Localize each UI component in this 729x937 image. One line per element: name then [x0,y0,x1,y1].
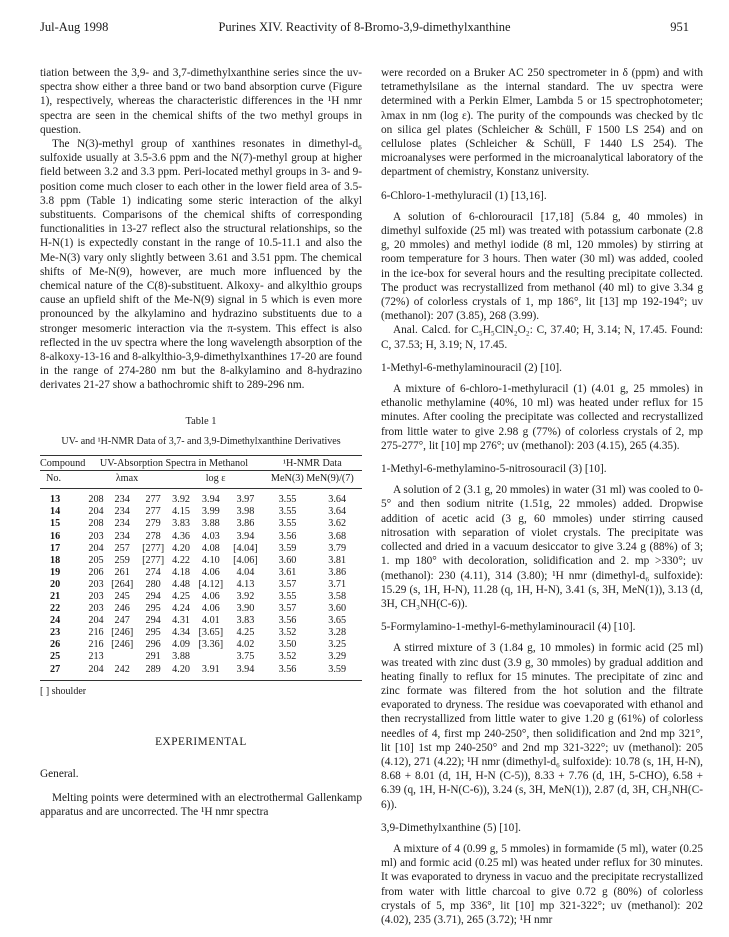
table-cell: 4.08 [201,542,220,554]
table-cell: 17 [50,542,61,554]
table-cell: 204 [88,542,104,554]
table-cell: 3.99 [201,506,220,518]
table-cell: 3.75 [236,651,255,663]
table-cell: 3.50 [278,639,297,651]
table-cell: 280 [145,578,161,590]
table-cell: 3.52 [278,627,297,639]
table-cell: 3.55 [278,506,297,518]
table-cell: 3.64 [328,506,347,518]
table-row [40,591,362,603]
table-cell: 3.55 [278,494,297,506]
table-cell: 3.97 [236,494,255,506]
paragraph: Melting points were determined with an electrothermal Gallenkamp apparatus and are uncorrected. The ¹H nmr spectra [40,792,362,819]
table-cell: 279 [145,518,161,530]
table-cell: 277 [145,506,161,518]
table-cell: 4.03 [201,530,220,542]
table-cell: 4.36 [172,530,190,542]
table-cell: 261 [114,566,130,578]
table-cell: 205 [88,554,104,566]
table-cell: 204 [85,664,106,681]
table-cell: 4.15 [172,506,190,518]
table-row [40,639,362,651]
table-cell: 3.83 [236,615,255,627]
table-cell: [246] [111,627,134,639]
compound-heading: 3,9-Dimethylxanthine (5) [10]. [381,821,521,834]
table-cell: 3.57 [278,578,297,590]
col-header-uv: UV-Absorption Spectra in Methanol [85,456,262,471]
table-cell: 3.92 [172,494,190,506]
table-cell: 3.94 [228,664,263,681]
table-row [40,603,362,615]
table-cell: 3.81 [328,554,347,566]
page-number: 951 [670,20,689,34]
table-cell: 3.88 [172,651,190,663]
table-cell: 278 [145,530,161,542]
table-cell: 3.29 [328,651,347,663]
table-cell: 277 [145,494,161,506]
table-cell: 3.65 [328,615,347,627]
table-cell: [246] [111,639,134,651]
table-cell: 4.24 [172,603,190,615]
table-cell: 23 [50,627,61,639]
table-cell: 247 [114,615,130,627]
table-cell: 3.79 [328,542,347,554]
table-row [40,664,362,681]
table-cell: 3.91 [194,664,229,681]
compound-heading: 1-Methyl-6-methylaminouracil (2) [10]. [381,361,563,374]
table-cell: 208 [88,494,104,506]
table-cell: 203 [88,530,104,542]
table-cell: 204 [88,506,104,518]
table-cell: 295 [145,603,161,615]
table-cell: 257 [114,542,130,554]
table-cell: 4.09 [172,639,190,651]
table-cell: 4.48 [172,578,190,590]
table-row [40,579,362,591]
table-cell: 289 [138,664,169,681]
table-cell: 3.83 [172,518,190,530]
subsection-heading-general: General. [40,768,79,781]
col-header-nmr: ¹H-NMR Data [263,456,362,471]
table-cell: 3.56 [278,530,297,542]
table-cell: 4.31 [172,615,190,627]
table-row [40,555,362,567]
table-row [40,651,362,663]
section-heading-experimental: EXPERIMENTAL [155,735,247,748]
table-cell: 294 [145,615,161,627]
table-cell: 27 [40,664,85,681]
table-cell: 3.59 [278,542,297,554]
table-cell: 14 [50,506,61,518]
table-cell: 3.52 [278,651,297,663]
table-cell [194,651,229,663]
table-cell: 3.28 [328,627,347,639]
col-header-lmax: λmax [85,471,168,489]
table-cell: 3.57 [278,603,297,615]
table-row [40,615,362,627]
table-row [40,531,362,543]
table-cell: 234 [114,494,130,506]
table-cell: 4.22 [172,554,190,566]
table-title: Table 1 [185,415,217,427]
table-cell: 3.88 [201,518,220,530]
table-cell: 259 [114,554,130,566]
table-cell: 203 [88,603,104,615]
paragraph: A mixture of 6-chloro-1-methyluracil (1) (4.01 g, 25 mmoles) in ethanolic methylamine (40%, 10 ml) was heated under reflux for 15 minutes. After cooling the precipitate was collected and recrystallized from little water to give 2.98 g (77%) of colorless crystals of 2, mp 275-277°, lit [10] mp 276°; uv (methanol): 203 (4.15), 265 (4.35). [381,383,703,452]
table-cell: 16 [50,530,61,542]
table-cell: 3.68 [328,530,347,542]
table-cell: 274 [145,566,161,578]
table-cell: 20 [50,578,61,590]
table-cell: 204 [88,615,104,627]
table-cell: 294 [145,591,161,603]
table-cell: 4.04 [236,566,255,578]
right-column [381,66,703,927]
table-cell: [4.06] [233,554,258,566]
table-cell: 203 [88,578,104,590]
data-table [40,455,362,681]
table-cell: [264] [111,578,134,590]
paragraph: Anal. Calcd. for C₅H₅ClN₂O₂: C, 37.40; H, 3.14; N, 17.45. Found: C, 37.53; H, 3.19; N, 17.45. [381,324,703,351]
table-cell: [4.12] [198,578,224,590]
table-cell: 4.20 [169,664,194,681]
table-cell: 4.06 [201,591,220,603]
table-cell: 21 [50,591,61,603]
table-row [40,506,362,518]
table-row [40,489,362,507]
col-header-loge: log ε [169,471,263,489]
table-cell: 24 [50,615,61,627]
table-cell: 3.60 [328,603,347,615]
table-cell: 246 [114,603,130,615]
table-cell: 4.34 [172,627,190,639]
table-cell: [277] [142,554,165,566]
table-cell: 3.58 [328,591,347,603]
table-cell: 3.64 [328,494,347,506]
left-column [40,66,362,820]
table-cell: 296 [145,639,161,651]
table-cell: 18 [50,554,61,566]
table-cell: 3.59 [312,664,362,681]
table-cell: 3.94 [201,494,220,506]
paragraph: were recorded on a Bruker AC 250 spectrometer in δ (ppm) and with tetramethylsilane as the internal standard. The uv spectra were determined with a Perkin Elmer, Lambda 5 or 15 spectrophotometer; λmax in nm (log ε). The purity of the compounds was checked by tlc on silica gel plates (Schleicher & Schüll, F 1500 LS 254) and on cellulose plates (Schleicher & Schüll, F 1440 LS 254). The microanalyses were performed in the microanalytical laboratory of the department of chemistry, Konstanz university. [381,67,703,179]
table-cell: [3.65] [198,627,224,639]
table-cell [107,651,138,663]
table-cell: 3.56 [278,615,297,627]
table-cell: 4.20 [172,542,190,554]
table-cell: 25 [50,651,61,663]
table-cell: 4.18 [172,566,190,578]
table-cell: 3.25 [328,639,347,651]
table-cell: 3.98 [236,506,255,518]
running-header [40,20,689,38]
table-cell: 4.06 [201,566,220,578]
table-cell: 295 [145,627,161,639]
table-cell: 4.02 [236,639,255,651]
paragraph: tiation between the 3,9- and 3,7-dimethylxanthine series since the uv-spectra show either a three band or two band absorption curve (Figure 1), respectively, whereas the characteristic differences in the ¹H nmr spectra are seen in the chemical shifts of the two methyl groups in question. [40,67,362,136]
compound-heading: 1-Methyl-6-methylamino-5-nitrosouracil (3) [10]. [381,463,607,476]
paragraph: The N(3)-methyl group of xanthines resonates in dimethyl-d₆ sulfoxide usually at 3.5-3.6 ppm and the N(7)-methyl group at higher field between 3.2 and 3.3 ppm. Peri-located methyl groups in 3- and 9-position come much closer to each other in the lower field area of 3.5-3.8 ppm (Table 1) indicating some steric interaction of the alkyl substituents. Comparisons of the chemical shifts of corresponding functionalities in 13-27 reflect also the structural relationships, so the H-N(1) is expectedly constant in the range of 10.5-11.1 and also the Me-N(3) vary only slightly between 3.61 and 3.51 ppm. The chemical shifts of Me-N(9), however, are much more influenced by the chemical nature of the C(8)-substituent. Alkoxy- and alkylthio groups cause an upfield shift of the Me-N(9) signal in 5 which is even more pronounced by the alkylamino and hydrazino substituents due to a stronger mesomeric interaction via the π-system. This effect is also reflected in the uv spectra where the long wavelength absorption of the 8-alkoxy-13-16 and 8-alkylthio-3,9-dimethylxanthines 17-20 are found in the range of 274-280 nm but the 8-alkylamino and 8-hydrazino derivates 21-27 show a bathochromic shift to 289-296 nm. [40,138,362,392]
table-cell: 3.60 [278,554,297,566]
table-cell: 4.13 [236,578,255,590]
table-cell: 203 [88,591,104,603]
col-header-compound: Compound [40,456,85,471]
table-row [40,518,362,530]
table-cell: 3.86 [328,566,347,578]
table-cell: 22 [50,603,61,615]
col-header-methyl: MeN(3) MeN(9)/(7) [263,471,362,489]
table-cell: 4.25 [172,591,190,603]
header-title: Purines XIV. Reactivity of 8-Bromo-3,9-dimethylxanthine [218,20,511,34]
table-row [40,627,362,639]
table-cell: [3.36] [198,639,224,651]
table-cell: 4.10 [201,554,220,566]
table-cell: 208 [88,518,104,530]
table-cell: [4.04] [233,542,258,554]
table-footnote: [ ] shoulder [40,685,87,697]
paragraph: A solution of 6-chlorouracil [17,18] (5.84 g, 40 mmoles) in dimethyl sulfoxide (25 ml) was treated with potassium carbonate (2.8 g, 20 mmoles) and methyl iodide (8 ml, 120 mmoles) by stirring at room temperature for 3 hours. Then water (30 ml) was added, cooled in the ice-box for several hours and the resulting precipitate collected. The product was recrystallized from methanol (40 ml) to give 3.34 g (72%) of colorless crystals of 1, mp 186°, lit [13] mp 192-194°; uv (methanol): 207 (3.85), 268 (3.99). [381,210,703,323]
table-cell: 4.25 [236,627,255,639]
table-cell: 3.94 [236,530,255,542]
table-cell: 234 [114,530,130,542]
table-cell: 3.90 [236,603,255,615]
table-cell: 3.62 [328,518,347,530]
table-cell: 234 [114,506,130,518]
header-date: Jul-Aug 1998 [40,20,109,34]
table-cell: [277] [142,542,165,554]
table-cell: 3.56 [263,664,313,681]
table-cell: 4.06 [201,603,220,615]
table-cell: 234 [114,518,130,530]
paragraph: A stirred mixture of 3 (1.84 g, 10 mmoles) in formic acid (25 ml) was treated with zinc dust (3.9 g, 30 mmoles) by gradual addition and heating finally to reflux for 15 minutes. The precipitate of zinc and zinc formate was filtered from the hot solution and the filtrate evaporated to dryness. The residue was coevaporated with ethanol and then recrystallized from little water to give 1.20 g (61%) of colorless needles of 4, first mp 240-250°, then solidification and 2nd mp 321°, lit [10] 1st mp 240-250° and 2nd mp 321-322°; uv (methanol): 205 (4.12), 271 (4.22); ¹H nmr (dimethyl-d₆ sulfoxide): 10.78 (s, 1H, H-N), 8.68 + 8.01 (d, 1H, H-N (C-5)), 8.33 + 7.76 (d, 1H, 5-CHO), 6.58 + 6.39 (q, 1H, H-N(C-6)), 3.24 (s, 3H, MeN(1)), 2.87 (d, 3H, CH₃NH(C-6)). [381,642,703,811]
table-cell: 216 [88,627,104,639]
col-header-no: No. [40,471,85,489]
paragraph: A mixture of 4 (0.99 g, 5 mmoles) in formamide (5 ml), water (0.25 ml) and formic acid (0.25 ml) was heated under reflux for 30 minutes. It was evaporated to dryness in vacuo and the precipitate recrystallized from water with little charcoal to give 0.72 g (80%) of colorless crystals of 5, mp 336°, lit [10] mp 321-322°; uv (methanol): 202 (4.02), 235 (3.71), 265 (3.72); ¹H nmr [381,842,703,926]
compound-heading: 6-Chloro-1-methyluracil (1) [13,16]. [381,189,547,202]
table-cell: 26 [50,639,61,651]
table-cell: 245 [114,591,130,603]
paragraph: A solution of 2 (3.1 g, 20 mmoles) in water (31 ml) was cooled to 0-5° and then sodium nitrite (1.51g, 22 mmoles) added. Dropwise addition of acetic acid (3 g, 60 mmoles) under stirring caused nitrosation with separation of violet crystals. The precipitate was collected and dried in a vacuum desiccator to give 3.24 g (88%) of 3; 1. mp 180° with decoloration, solidification and 2. mp >330°; uv (methanol): 230 (4.11), 314 (3.80); ¹H nmr (dimethyl-d₆ sulfoxide): 15.29 (s, 1H, H-N), 11.28 (q, 1H, H-N), 3.41 (s, 3H, MeN(1)), 3.13 (d, 3H, CH₃NH(C-6)). [381,484,703,610]
table-cell: 19 [50,566,61,578]
table-cell: 3.92 [236,591,255,603]
table-cell: 216 [88,639,104,651]
table-cell: 291 [145,651,161,663]
table-cell: 3.86 [236,518,255,530]
table-cell: 4.01 [201,615,220,627]
table-cell: 213 [88,651,104,663]
table-cell: 3.71 [328,578,347,590]
table-row [40,543,362,555]
table-cell: 15 [50,518,61,530]
table-cell: 242 [107,664,138,681]
compound-heading: 5-Formylamino-1-methyl-6-methylaminouracil (4) [10]. [381,621,636,634]
table-cell: 3.61 [278,566,297,578]
table-cell: 13 [50,494,61,506]
table-cell: 3.55 [278,518,297,530]
table-cell: 3.55 [278,591,297,603]
table-row [40,567,362,579]
table-caption: UV- and ¹H-NMR Data of 3,7- and 3,9-Dimethylxanthine Derivatives [61,435,341,447]
table-cell: 206 [88,566,104,578]
